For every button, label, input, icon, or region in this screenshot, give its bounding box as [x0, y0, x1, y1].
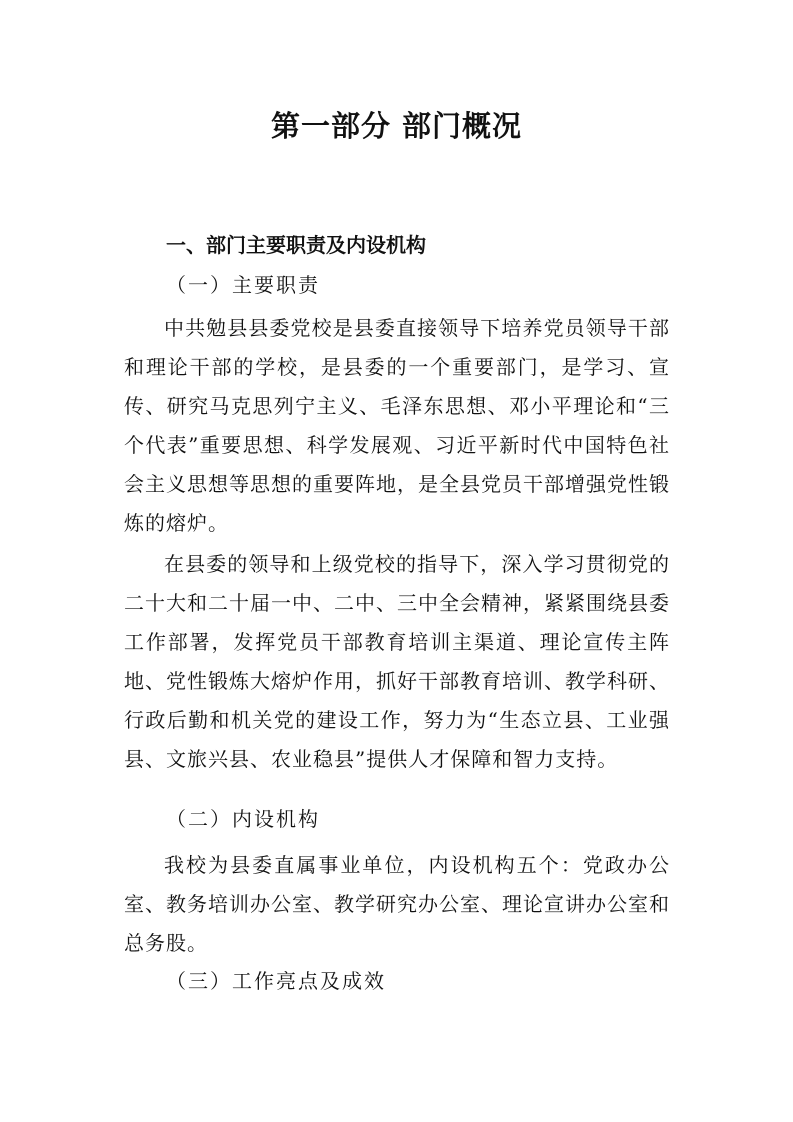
section-heading-duties-and-structure: 一、部门主要职责及内设机构 — [166, 233, 426, 257]
subsection-heading-internal-structure: （二）内设机构 — [166, 807, 320, 831]
subsection-heading-main-duties: （一）主要职责 — [166, 273, 320, 297]
page-title: 第一部分 部门概况 — [270, 109, 523, 143]
paragraph-internal-structure: 我校为县委直属事业单位，内设机构五个：党政办公室、教务培训办公室、教学研究办公室、理论宣讲办公室和总务股。 — [124, 853, 670, 955]
paragraph-main-duties-2: 在县委的领导和上级党校的指导下，深入学习贯彻党的二十大和二十届一中、二中、三中全会精神，紧紧围绕县委工作部署，发挥党员干部教育培训主渠道、理论宣传主阵地、党性锻炼大熔炉作用，抓好干部教育培训、教学科研、行政后勤和机关党的建设工作，努力为“生态立县、工业强县、文旅兴县、农业稳县”提供人才保障和智力支持。 — [124, 552, 670, 771]
subsection-heading-highlights: （三）工作亮点及成效 — [166, 969, 386, 993]
paragraph-main-duties-1: 中共勉县县委党校是县委直接领导下培养党员领导干部和理论干部的学校，是县委的一个重要部门，是学习、宣传、研究马克思列宁主义、毛泽东思想、邓小平理论和“三个代表”重要思想、科学发展观、习近平新时代中国特色社会主义思想等思想的重要阵地，是全县党员干部增强党性锻炼的熔炉。 — [124, 316, 670, 535]
